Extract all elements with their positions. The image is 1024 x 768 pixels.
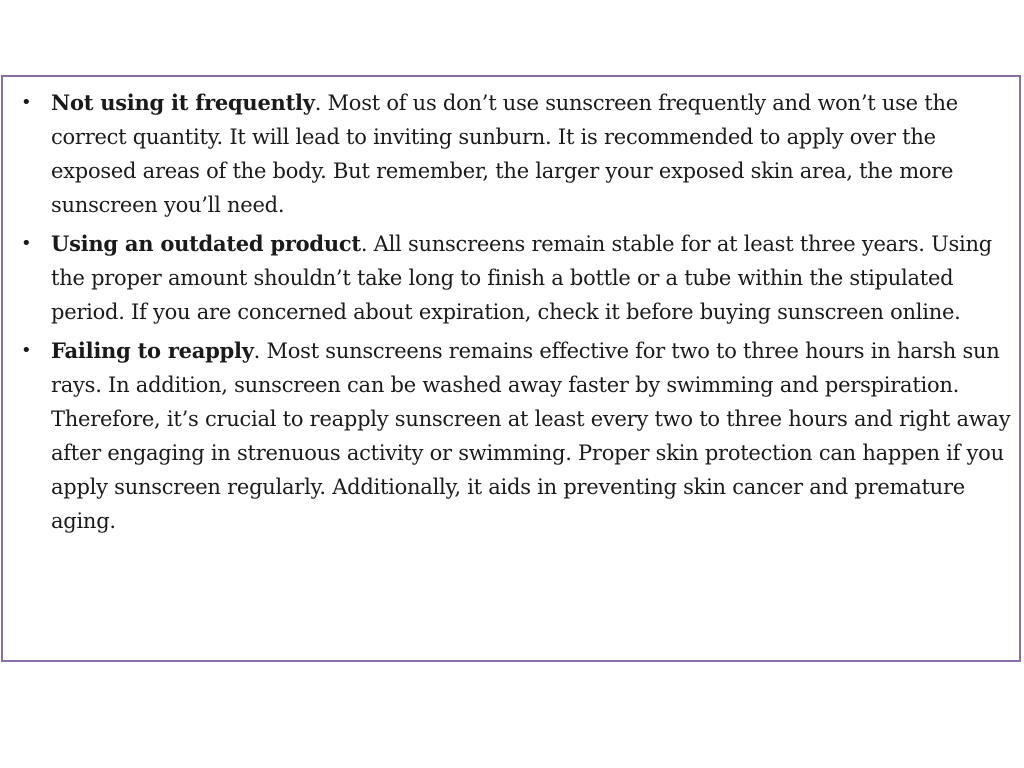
bullet-item-not-using-frequently — [21, 86, 1016, 222]
bullet-icon: • — [21, 340, 32, 361]
bullet-text: . All sunscreens remain stable for at least three years. Using the proper amount shouldn’t take long to finish a bottle or a tube within the stipulated period. If you are concerned about expiration, check it before buying sunscreen online. — [51, 232, 992, 324]
bullet-item-outdated-product — [21, 227, 1016, 329]
content-box — [1, 75, 1021, 662]
bullet-list — [21, 86, 1016, 543]
bullet-text: . Most sunscreens remains effective for two to three hours in harsh sun rays. In addition, sunscreen can be washed away faster by swimming and perspiration. Therefore, it’s crucial to reapply sunscreen at least every two to three hours and right away after engaging in strenuous activity or swimming. Proper skin protection can happen if you apply sunscreen regularly. Additionally, it aids in preventing skin cancer and premature aging. — [51, 339, 1011, 533]
bullet-icon: • — [21, 92, 32, 113]
bullet-heading: Using an outdated product — [51, 231, 361, 256]
bullet-item-failing-to-reapply — [21, 334, 1016, 538]
bullet-heading: Not using it frequently — [51, 90, 315, 115]
bullet-heading: Failing to reapply — [51, 338, 254, 363]
bullet-icon: • — [21, 233, 32, 254]
bullet-text: . Most of us don’t use sunscreen frequently and won’t use the correct quantity. It will lead to inviting sunburn. It is recommended to apply over the exposed areas of the body. But remember, the larger your exposed skin area, the more sunscreen you’ll need. — [51, 91, 958, 217]
